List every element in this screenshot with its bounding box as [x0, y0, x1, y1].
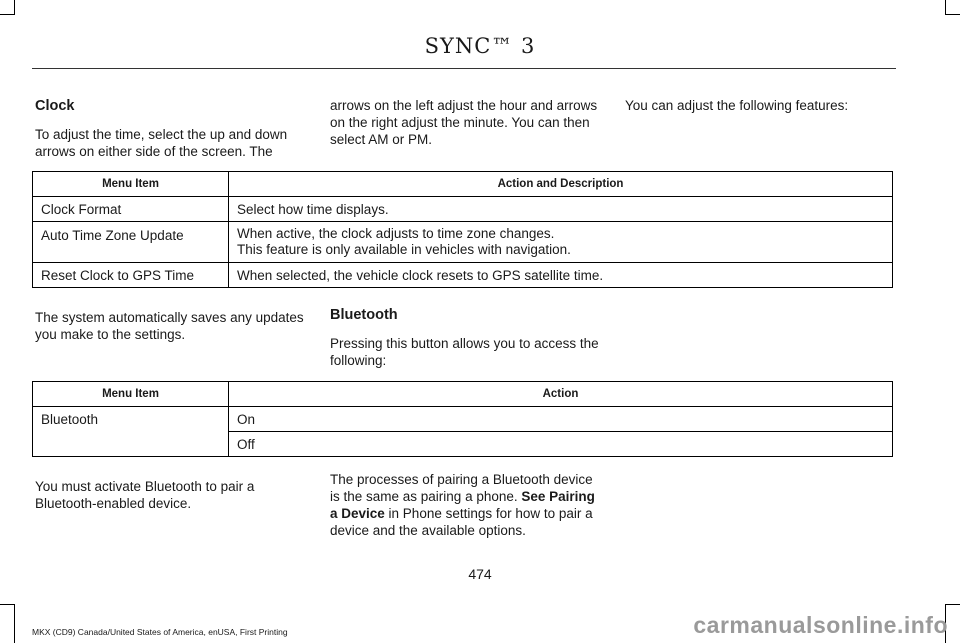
- pairing-paragraph: [330, 471, 602, 539]
- clock-heading: Clock: [35, 98, 75, 114]
- action-cell: On: [229, 407, 893, 432]
- footer-text: MKX (CD9) Canada/United States of America, enUSA, First Printing: [32, 627, 288, 637]
- table-row: [33, 197, 893, 222]
- description-line: This feature is only available in vehicles with navigation.: [237, 242, 571, 257]
- see-pairing-a-device-reference: See Pairing a Device: [330, 489, 595, 521]
- bluetooth-heading: Bluetooth: [330, 307, 398, 323]
- crop-mark-bottom-left: [0, 604, 15, 643]
- bluetooth-table: [32, 381, 893, 457]
- column-header-menu-item: Menu Item: [33, 382, 229, 407]
- action-cell: Off: [229, 432, 893, 457]
- activate-bluetooth-paragraph: You must activate Bluetooth to pair a Bluetooth-enabled device.: [35, 479, 255, 511]
- autosave-paragraph: The system automatically saves any updates you make to the settings.: [35, 310, 304, 342]
- column-header-action: Action: [229, 382, 893, 407]
- crop-mark-top-right: [945, 0, 960, 15]
- pairing-text-start: The processes of pairing a Bluetooth device is the same as pairing a phone.: [330, 472, 593, 504]
- watermark: carmanualsonline.info: [693, 612, 948, 638]
- table-row: [33, 263, 893, 288]
- description-cell: When selected, the vehicle clock resets to GPS satellite time.: [229, 263, 893, 288]
- crop-mark-top-left: [0, 0, 15, 15]
- column-header-action-description: Action and Description: [229, 172, 893, 197]
- column-header-menu-item: Menu Item: [33, 172, 229, 197]
- bluetooth-paragraph: Pressing this button allows you to access the following:: [330, 336, 599, 368]
- pairing-text-end: in Phone settings for how to pair a device and the available options.: [330, 506, 593, 538]
- clock-paragraph-2: arrows on the left adjust the hour and arrows on the right adjust the minute. You can then select AM or PM.: [330, 98, 598, 147]
- menu-item-cell: Clock Format: [33, 197, 229, 222]
- menu-item-cell: Auto Time Zone Update: [33, 222, 229, 263]
- clock-paragraph-3: You can adjust the following features:: [625, 98, 849, 113]
- menu-item-cell: Reset Clock to GPS Time: [33, 263, 229, 288]
- table-row: [33, 407, 893, 432]
- page-number: 474: [468, 566, 492, 582]
- table-row: [33, 222, 893, 263]
- menu-item-cell: Bluetooth: [33, 407, 229, 457]
- clock-paragraph-1: To adjust the time, select the up and down arrows on either side of the screen. The: [35, 127, 288, 159]
- description-cell: [229, 222, 893, 263]
- table-header-row: [33, 382, 893, 407]
- clock-settings-table: [32, 171, 893, 288]
- table-header-row: [33, 172, 893, 197]
- header-rule: [32, 68, 896, 69]
- description-cell: Select how time displays.: [229, 197, 893, 222]
- page-header-title: SYNC™ 3: [424, 34, 536, 58]
- description-line: When active, the clock adjusts to time zone changes.: [237, 226, 555, 241]
